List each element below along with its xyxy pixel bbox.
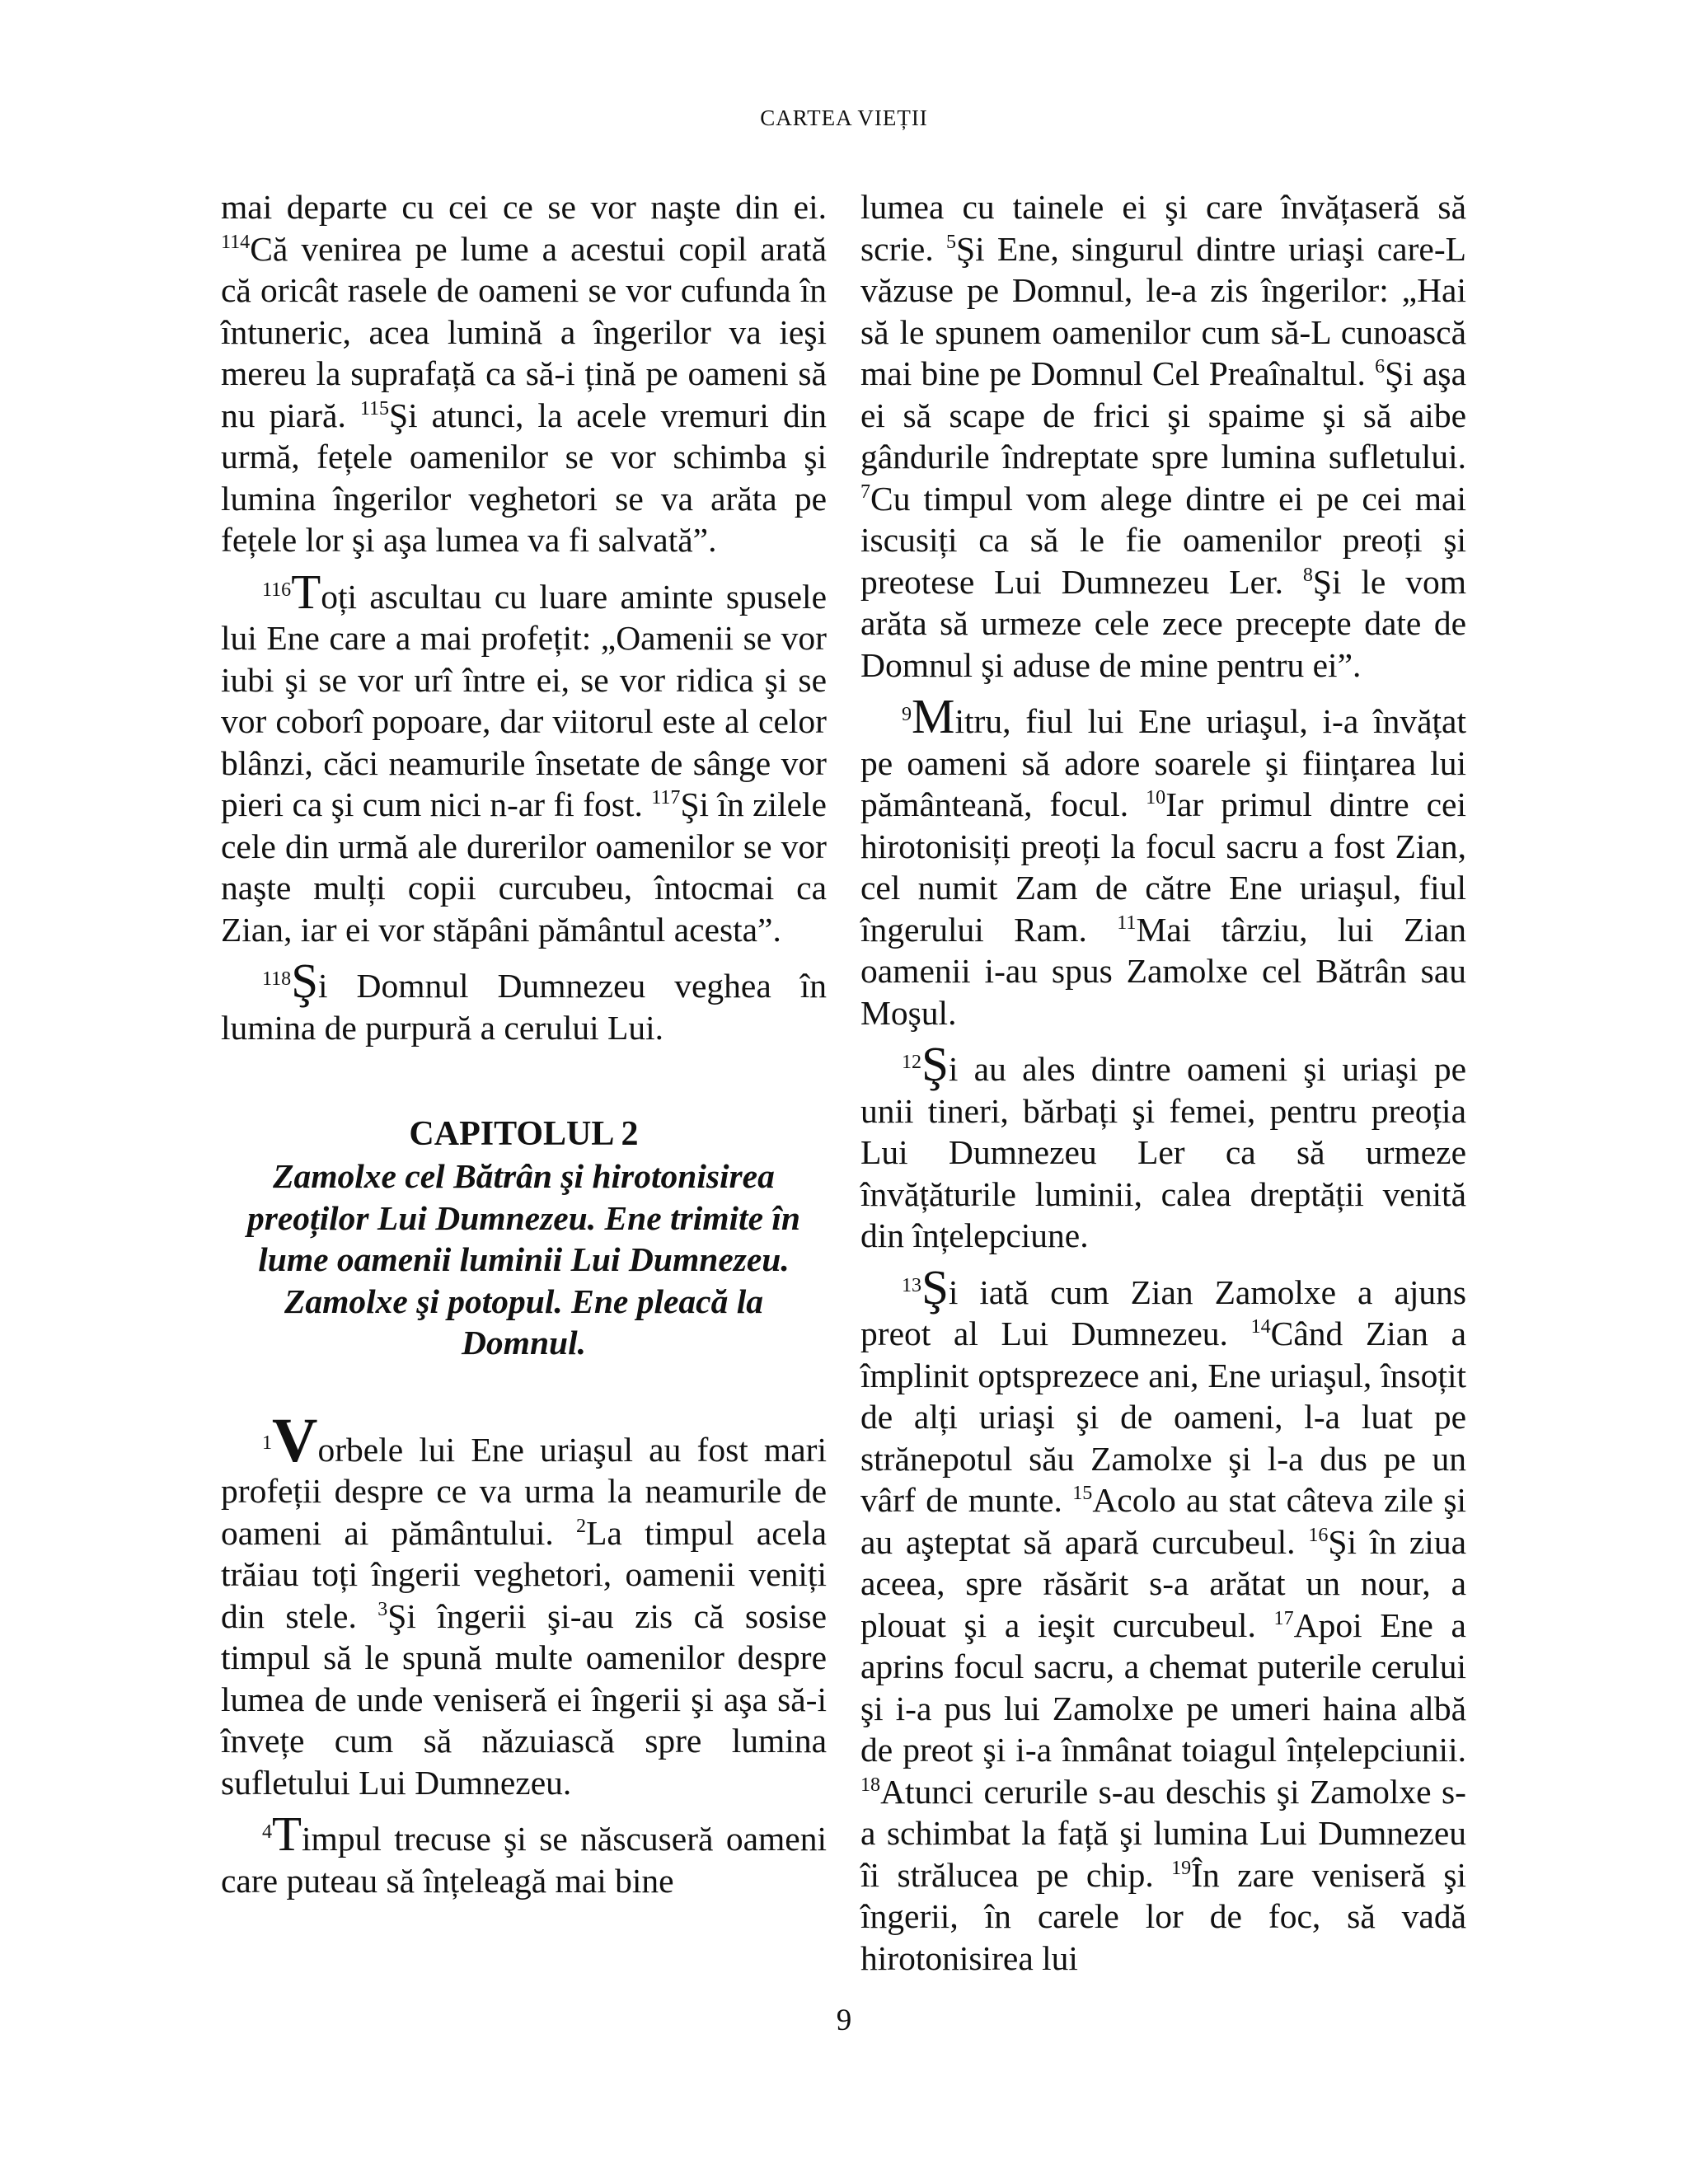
page-number: 9 bbox=[836, 2004, 852, 2037]
verse-number: 116 bbox=[262, 579, 292, 601]
paragraph: $^{116}$Toți ascultau cu luare aminte spusele lui Ene care a mai profețit: „Oamenii se vor iubi şi se vor urî între ei, se vor ridica şi se vor coborî popoare, dar viitorul este al celor blânzi, căci neamurile însetate de sânge vor pieri ca şi cum nici n-ar fi fost. $^{117}$Şi în zilele cele din urmă ale durerilor oamenilor se vor naşte mulți copii curcubeu, întocmai ca Zian, iar ei vor stăpâni pământul acesta”. bbox=[221, 564, 827, 949]
verse-number: 118 bbox=[262, 968, 292, 991]
verse-number: 114 bbox=[221, 231, 251, 253]
verse-number: 2 bbox=[576, 1515, 587, 1537]
drop-cap: T bbox=[291, 564, 321, 619]
paragraph: lumea cu tainele ei şi care învățaseră să scrie. $^5$Şi Ene, singurul dintre uriaşi care-L văzuse pe Domnul, le-a zis îngerilor: „Hai să le spunem oamenilor cum să-L cunoască mai bine pe Domnul Cel Preaînaltul. $^6$Şi aşa ei să scape de frici şi spaime şi să aibe gândurile îndreptate spre lumina sufletului. $^7$Cu timpul vom alege dintre ei pe cei mai iscusiți ca să le fie oamenilor preoți şi preotese Lui Dumnezeu Ler. $^8$Şi le vom arăta să urmeze cele zece precepte date de Domnul şi aduse de mine pentru ei”. bbox=[860, 188, 1466, 684]
verse-number: 3 bbox=[377, 1598, 388, 1620]
drop-cap: M bbox=[912, 689, 955, 743]
verse-number: 6 bbox=[1375, 356, 1386, 378]
verse-number: 7 bbox=[860, 480, 871, 503]
verse-number: 1 bbox=[262, 1432, 273, 1454]
drop-cap: Ş bbox=[921, 1037, 949, 1091]
paragraph: $^{118}$Şi Domnul Dumnezeu veghea în lumina de purpură a cerului Lui. bbox=[221, 954, 827, 1047]
verse-number: 14 bbox=[1250, 1316, 1271, 1338]
chapter-heading bbox=[221, 1113, 827, 1364]
paragraph: $^1$Vorbele lui Ene uriaşul au fost mari profeții despre ce va urma la neamurile de oameni ai pământului. $^2$La timpul acela trăiau toți îngerii veghetori, oamenii veniți din stele. $^3$Şi îngerii şi-au zis că sosise timpul să le spună multe oamenilor despre lumea de unde veniseră ei îngerii şi aşa să-i învețe cum să năzuiască spre lumina sufletului Lui Dumnezeu. bbox=[221, 1404, 827, 1802]
verse-number: 16 bbox=[1308, 1524, 1329, 1546]
drop-cap: Ş bbox=[921, 1259, 949, 1315]
verse-number: 117 bbox=[651, 787, 681, 809]
verse-number: 4 bbox=[262, 1821, 273, 1844]
verse-number: 9 bbox=[902, 704, 912, 726]
drop-cap: T bbox=[272, 1807, 302, 1861]
paragraph: $^{12}$Şi au ales dintre oameni şi uriaşi pe unii tineri, bărbați şi femei, pentru preoția Lui Dumnezeu Ler ca să urmeze învățăturile luminii, calea dreptății venită din înțelepciune. bbox=[860, 1037, 1466, 1254]
verse-number: 11 bbox=[1117, 912, 1137, 934]
left-column bbox=[221, 186, 827, 1901]
chapter-subtitle: Zamolxe cel Bătrân şi hirotonisirea preoților Lui Dumnezeu. Ene trimite în lume oamenii luminii Lui Dumnezeu. Zamolxe şi potopul. Ene pleacă la Domnul. bbox=[246, 1157, 800, 1361]
paragraph: $^4$Timpul trecuse şi se născuseră oameni care puteau să înțeleagă mai bine bbox=[221, 1807, 827, 1900]
drop-cap: V bbox=[272, 1404, 318, 1475]
verse-number: 10 bbox=[1146, 787, 1166, 809]
verse-number: 18 bbox=[860, 1774, 881, 1796]
paragraph: $^{13}$Şi iată cum Zian Zamolxe a ajuns preot al Lui Dumnezeu. $^{14}$Când Zian a împlinit optsprezece ani, Ene uriaşul, însoțit de alți uriaşi şi de oameni, l-a luat pe strănepotul său Zamolxe şi l-a dus pe un vârf de munte. $^{15}$Acolo au stat câteva zile şi au aşteptat să apară curcubeul. $^{16}$Şi în ziua aceea, spre răsărit s-a arătat un nour, a plouat şi a ieşit curcubeul. $^{17}$Apoi Ene a aprins focul sacru, a chemat puterile cerului şi i-a pus lui Zamolxe pe umeri haina albă de preot şi i-a înmânat toiagul înțelepciunii. $^{18}$Atunci cerurile s-au deschis şi Zamolxe s-a schimbat la față şi lumina Lui Dumnezeu îi strălucea pe chip. $^{19}$În zare veniseră şi îngerii, în carele lor de foc, să vadă hirotonisirea lui bbox=[860, 1259, 1467, 1977]
verse-number: 115 bbox=[359, 397, 390, 419]
drop-cap: Ş bbox=[291, 954, 318, 1008]
chapter-title: CAPITOLUL 2 bbox=[409, 1115, 639, 1153]
verse-number: 15 bbox=[1072, 1483, 1093, 1505]
paragraph: $^9$Mitru, fiul lui Ene uriaşul, i-a învățat pe oameni să adore soarele şi ființarea lui pământeană, focul. $^{10}$Iar primul dintre cei hirotonisiți preoți la focul sacru a fost Zian, cel numit Zam de către Ene uriaşul, fiul îngerului Ram. $^{11}$Mai târziu, lui Zian oamenii i-au spus Zamolxe cel Bătrân sau Moşul. bbox=[860, 689, 1466, 1032]
verse-number: 12 bbox=[902, 1052, 922, 1074]
verse-number: 8 bbox=[1302, 564, 1313, 586]
verse-number: 5 bbox=[945, 231, 956, 253]
right-column bbox=[860, 186, 1466, 1979]
running-header: CARTEA VIEȚII bbox=[760, 105, 928, 130]
verse-number: 17 bbox=[1273, 1607, 1294, 1629]
verse-number: 19 bbox=[1171, 1857, 1192, 1879]
paragraph: mai departe cu cei ce se vor naşte din ei. $^{114}$Că venirea pe lume a acestui copil arată că oricât rasele de oameni se vor cufunda în întuneric, acea lumină a îngerilor va ieşi mereu la suprafață ca să-i țină pe oameni să nu piară. $^{115}$Şi atunci, la acele vremuri din urmă, fețele oamenilor se vor schimba şi lumina îngerilor veghetori se va arăta pe fețele lor şi aşa lumea va fi salvată”. bbox=[221, 188, 827, 559]
verse-number: 13 bbox=[902, 1274, 922, 1296]
